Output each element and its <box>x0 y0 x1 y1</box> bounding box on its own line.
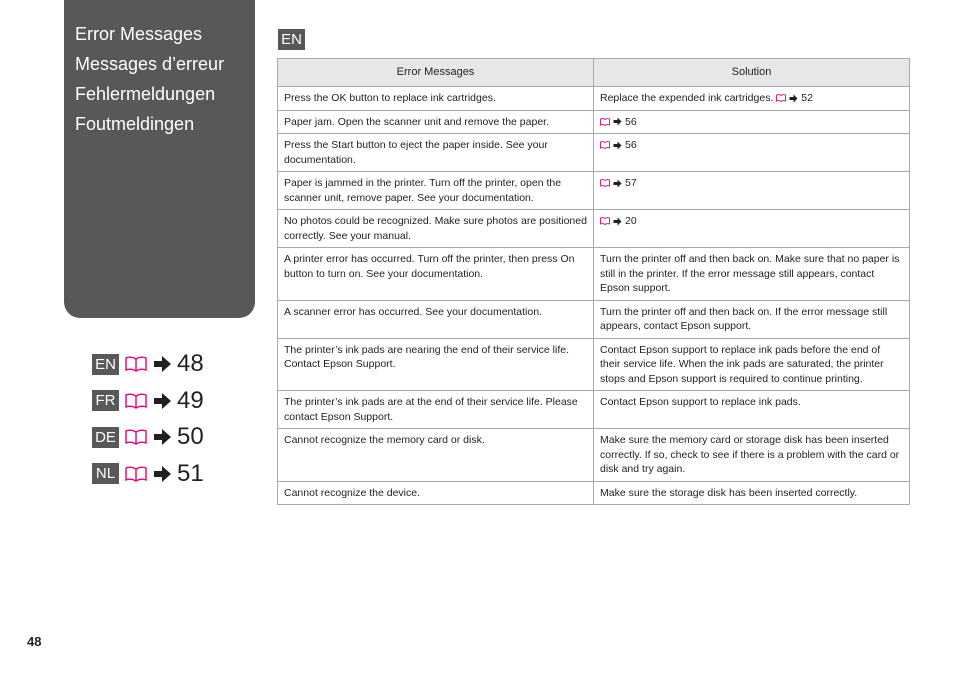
solution-cell <box>594 248 910 301</box>
lang-badge: EN <box>92 354 119 375</box>
lang-badge: DE <box>92 427 119 448</box>
solution-cell <box>594 338 910 391</box>
arrow-right-icon <box>613 141 622 150</box>
solution-cell <box>594 134 910 172</box>
table-row <box>278 391 910 429</box>
ref-page-number: 49 <box>177 386 204 414</box>
arrow-right-icon <box>613 117 622 126</box>
page-reference[interactable] <box>773 92 813 104</box>
book-icon <box>776 94 786 102</box>
solution-cell <box>594 429 910 482</box>
solution-text: Make sure the memory card or storage disk has been inserted correctly. If so, check to see if there is a problem with the card or disk and try again. <box>600 434 900 475</box>
arrow-right-icon <box>152 427 172 447</box>
error-message-cell: Cannot recognize the memory card or disk. <box>278 429 594 482</box>
arrow-right-icon <box>152 464 172 484</box>
solution-cell <box>594 210 910 248</box>
book-icon <box>125 393 147 409</box>
language-tag: EN <box>278 29 305 50</box>
solution-cell <box>594 300 910 338</box>
lang-ref-nl[interactable] <box>92 456 204 493</box>
error-message-cell: Press the OK button to replace ink cartridges. <box>278 87 594 111</box>
table-row <box>278 210 910 248</box>
language-page-references <box>92 346 204 492</box>
arrow-right-icon <box>613 179 622 188</box>
table-row <box>278 338 910 391</box>
table-row <box>278 248 910 301</box>
page-reference[interactable] <box>600 139 637 151</box>
error-message-cell: Cannot recognize the device. <box>278 481 594 505</box>
sidebar-title-en: Error Messages <box>75 24 203 44</box>
error-message-cell: No photos could be recognized. Make sure photos are positioned correctly. See your manual. <box>278 210 594 248</box>
book-icon <box>125 429 147 445</box>
book-icon <box>600 141 610 149</box>
solution-cell <box>594 391 910 429</box>
error-messages-table <box>277 58 910 505</box>
table-row <box>278 429 910 482</box>
page-reference[interactable] <box>600 215 637 227</box>
arrow-right-icon <box>789 94 798 103</box>
solution-text: Contact Epson support to replace ink pads. <box>600 396 801 408</box>
solution-text: Replace the expended ink cartridges. <box>600 92 774 104</box>
sidebar-title-fr: Messages d’erreur <box>75 54 225 74</box>
table-row <box>278 87 910 111</box>
lang-badge: NL <box>92 463 119 484</box>
table-row <box>278 481 910 505</box>
reference-page-number: 52 <box>801 92 813 104</box>
header-error-messages: Error Messages <box>278 59 594 87</box>
header-solution: Solution <box>594 59 910 87</box>
table-row <box>278 172 910 210</box>
solution-text: Turn the printer off and then back on. If the error message still appears, contact Epson support. <box>600 305 888 332</box>
solution-text: Contact Epson support to replace ink pads before the end of their service life. When the ink pads are saturated, the printer stops and Epson support is required to continue printing. <box>600 343 884 385</box>
lang-badge: FR <box>92 390 119 411</box>
reference-page-number: 57 <box>625 177 637 189</box>
sidebar-title-nl: Foutmeldingen <box>75 114 195 134</box>
table-row <box>278 110 910 134</box>
arrow-right-icon <box>152 354 172 374</box>
lang-ref-de[interactable] <box>92 419 204 456</box>
solution-text: Make sure the storage disk has been inserted correctly. <box>600 486 858 499</box>
book-icon <box>125 356 147 372</box>
error-message-cell: Press the Start button to eject the paper inside. See your documentation. <box>278 134 594 172</box>
table-header-row <box>278 59 910 87</box>
book-icon <box>125 466 147 482</box>
table-row <box>278 134 910 172</box>
page-reference[interactable] <box>600 116 637 128</box>
reference-page-number: 56 <box>625 139 637 151</box>
book-icon <box>600 179 610 187</box>
page-number: 48 <box>27 634 42 649</box>
reference-page-number: 20 <box>625 215 637 227</box>
page-reference[interactable] <box>600 177 637 189</box>
error-message-cell: The printer’s ink pads are nearing the end of their service life. Contact Epson Support. <box>278 338 594 391</box>
ref-page-number: 51 <box>177 459 204 487</box>
lang-ref-en[interactable] <box>92 346 204 383</box>
sidebar-titles <box>64 0 255 139</box>
solution-text: Turn the printer off and then back on. Make sure that no paper is still in the printer. If the error message still appears, contact Epson support. <box>600 253 900 294</box>
solution-cell <box>594 110 910 134</box>
ref-page-number: 50 <box>177 423 204 451</box>
sidebar-panel <box>64 0 255 318</box>
ref-page-number: 48 <box>177 350 204 378</box>
table-row <box>278 300 910 338</box>
error-message-cell: A scanner error has occurred. See your documentation. <box>278 300 594 338</box>
solution-cell <box>594 481 910 505</box>
arrow-right-icon <box>152 391 172 411</box>
arrow-right-icon <box>613 217 622 226</box>
error-message-cell: Paper jam. Open the scanner unit and remove the paper. <box>278 110 594 134</box>
error-message-cell: The printer’s ink pads are at the end of their service life. Please contact Epson Support. <box>278 391 594 429</box>
book-icon <box>600 118 610 126</box>
sidebar-title-de: Fehlermeldungen <box>75 84 216 104</box>
table-body <box>278 87 910 505</box>
book-icon <box>600 217 610 225</box>
lang-ref-fr[interactable] <box>92 383 204 420</box>
solution-cell <box>594 87 910 111</box>
error-message-cell: A printer error has occurred. Turn off the printer, then press On button to turn on. See your documentation. <box>278 248 594 301</box>
reference-page-number: 56 <box>625 115 637 128</box>
solution-cell <box>594 172 910 210</box>
error-message-cell: Paper is jammed in the printer. Turn off the printer, open the scanner unit, remove paper. See your documentation. <box>278 172 594 210</box>
